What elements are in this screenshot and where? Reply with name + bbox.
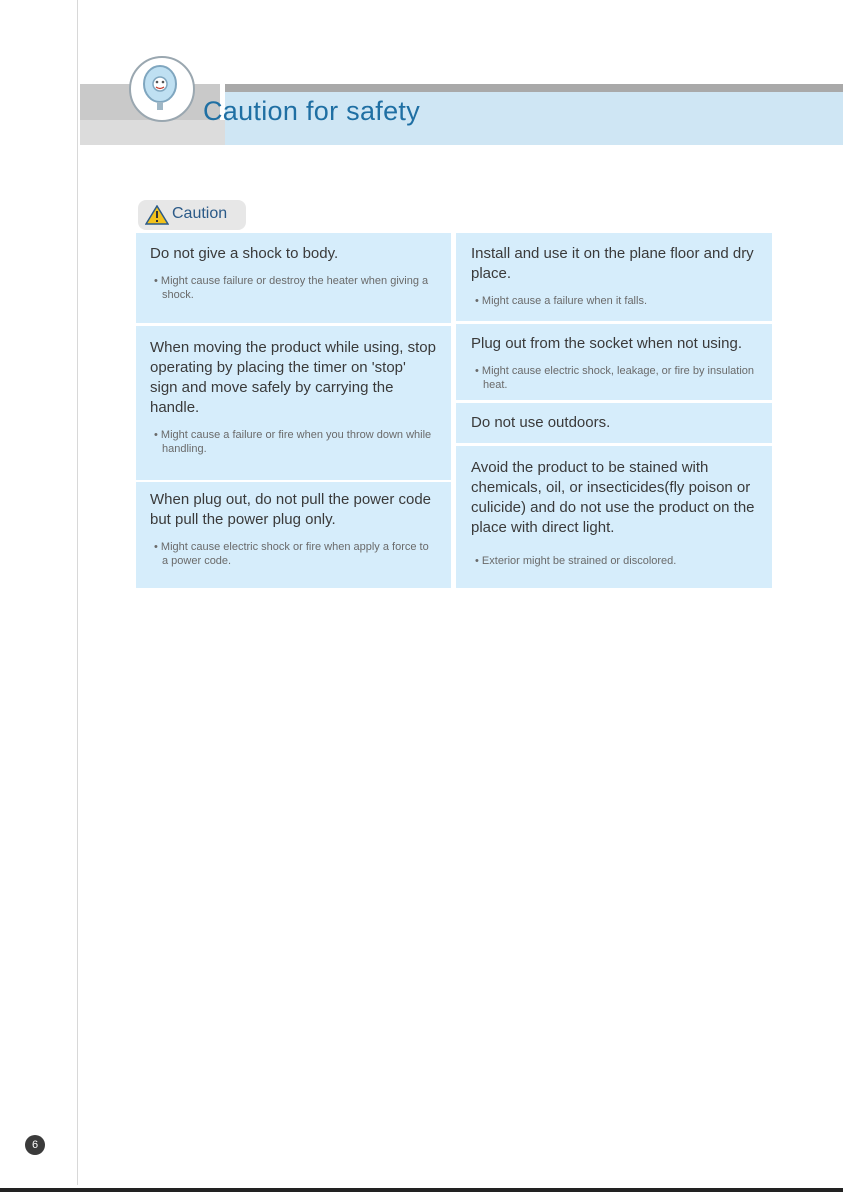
caution-note: • Might cause failure or destroy the heater when giving a shock.	[150, 274, 437, 302]
caution-box-left-3	[136, 482, 451, 588]
caution-note: • Might cause a failure when it falls.	[471, 294, 757, 308]
caution-label-text: Caution	[172, 205, 228, 222]
caution-box-left-1	[136, 233, 451, 323]
page-title: Caution for safety	[203, 96, 421, 126]
header-top-line	[225, 84, 843, 92]
caution-box-left-2	[136, 326, 451, 480]
caution-box-right-2	[456, 324, 772, 400]
page-number-badge: 6	[25, 1135, 45, 1155]
fan-mascot-icon	[129, 56, 195, 122]
caution-box-right-4	[456, 446, 772, 588]
caution-note: • Might cause electric shock, leakage, or fire by insulation heat.	[471, 364, 757, 392]
caution-title: Avoid the product to be stained with chemicals, oil, or insecticides(fly poison or culicide) and do not use the product on the place with direct light.	[471, 459, 755, 536]
margin-rule	[77, 0, 78, 1185]
caution-box-right-3	[456, 403, 772, 443]
caution-box-right-1	[456, 233, 772, 321]
bottom-edge	[0, 1188, 843, 1192]
warning-triangle-icon	[145, 205, 169, 225]
caution-label	[138, 200, 246, 230]
caution-note: • Might cause electric shock or fire when apply a force to a power code.	[150, 540, 437, 568]
caution-title: Do not use outdoors.	[471, 414, 611, 431]
caution-title: Do not give a shock to body.	[150, 245, 339, 262]
caution-title: When moving the product while using, stop operating by placing the timer on 'stop' sign and move safely by carrying the handle.	[150, 339, 436, 416]
caution-title: When plug out, do not pull the power code but pull the power plug only.	[150, 491, 432, 528]
caution-title: Install and use it on the plane floor and dry place.	[471, 245, 754, 282]
caution-title: Plug out from the socket when not using.	[471, 335, 742, 352]
caution-note: • Exterior might be strained or discolored.	[471, 554, 757, 568]
caution-note: • Might cause a failure or fire when you throw down while handling.	[150, 428, 437, 456]
